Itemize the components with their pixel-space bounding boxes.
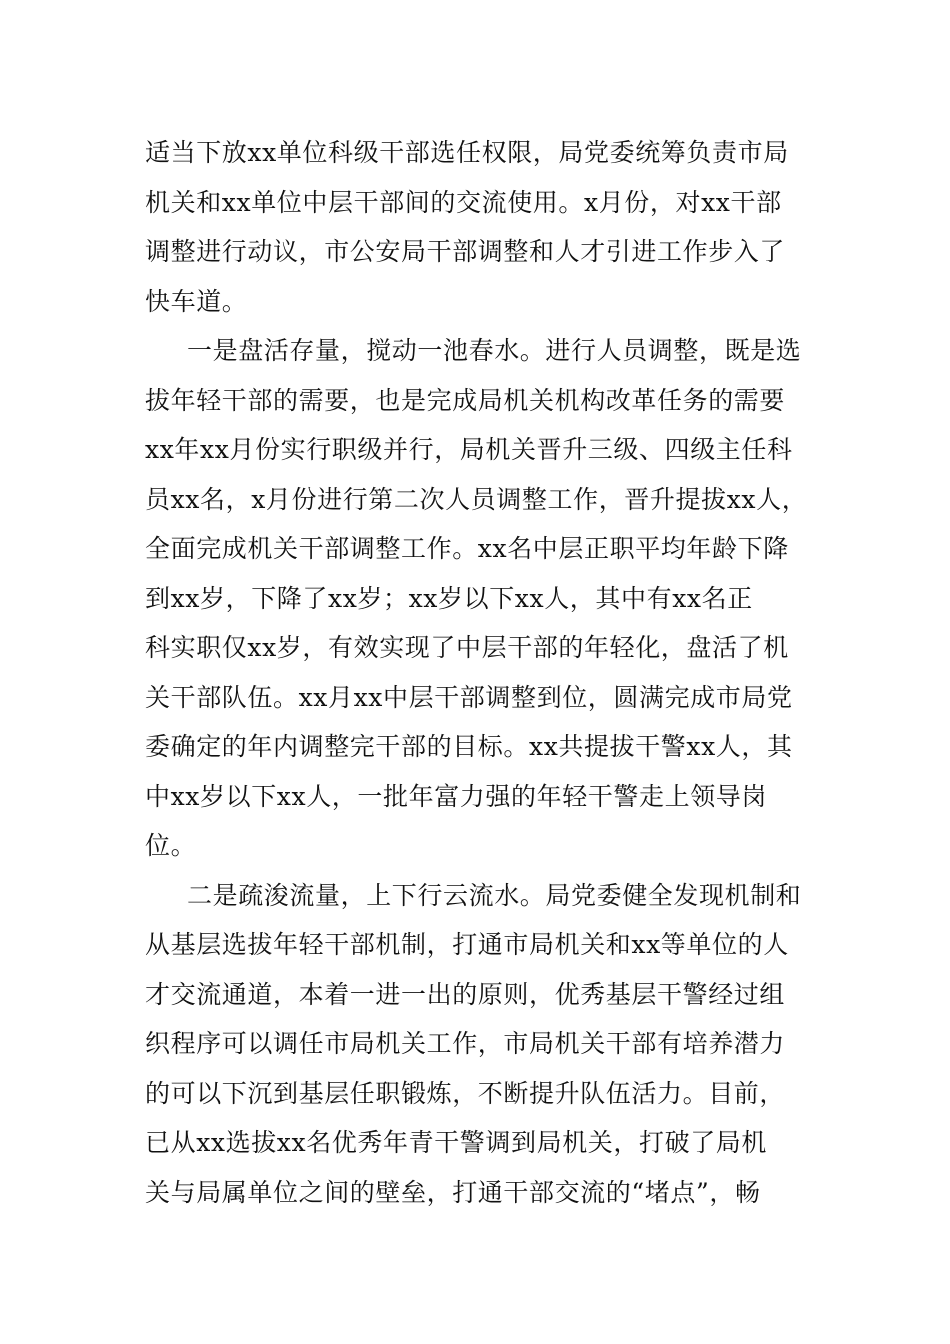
text-line: 到xx岁，下降了xx岁；xx岁以下xx人，其中有xx名正 <box>145 583 753 613</box>
text-line: 调整进行动议，市公安局干部调整和人才引进工作步入了 <box>145 237 786 266</box>
text-line: 织程序可以调任市局机关工作，市局机关干部有培养潜力 <box>145 1029 786 1058</box>
text-line: 员xx名，x月份进行第二次人员调整工作，晋升提拔xx人， <box>145 484 808 514</box>
paragraph-start-line: 一是盘活存量，搅动一池春水。进行人员调整，既是选 <box>187 336 802 365</box>
text-line: 全面完成机关干部调整工作。xx名中层正职平均年龄下降 <box>145 534 789 563</box>
text-line: 拔年轻干部的需要，也是完成局机关机构改革任务的需要 <box>145 385 786 415</box>
text-line: 机关和xx单位中层干部间的交流使用。x月份，对xx干部 <box>145 187 782 217</box>
text-line: 快车道。 <box>145 286 248 316</box>
text-line: 的可以下沉到基层任职锻炼，不断提升队伍活力。目前， <box>145 1078 786 1108</box>
text-line: 中xx岁以下xx人，一批年富力强的年轻干警走上领导岗 <box>145 781 767 811</box>
text-line: 适当下放xx单位科级干部选任权限，局党委统筹负责市局 <box>145 138 789 167</box>
text-line: 才交流通道，本着一进一出的原则，优秀基层干警经过组 <box>145 979 786 1009</box>
text-line: 已从xx选拔xx名优秀年青干警调到局机关，打破了局机 <box>145 1128 767 1157</box>
text-line: 委确定的年内调整完干部的目标。xx共提拔干警xx人，其 <box>145 732 793 761</box>
text-line: xx年xx月份实行职级并行，局机关晋升三级、四级主任科 <box>145 435 793 464</box>
text-line: 关干部队伍。xx月xx中层干部调整到位，圆满完成市局党 <box>145 682 793 712</box>
paragraph-start-line: 二是疏浚流量，上下行云流水。局党委健全发现机制和 <box>187 880 802 910</box>
text-line: 位。 <box>145 831 197 860</box>
body-text <box>145 128 815 1217</box>
text-line: 关与局属单位之间的壁垒，打通干部交流的“堵点”，畅 <box>145 1177 761 1207</box>
text-line: 从基层选拔年轻干部机制，打通市局机关和xx等单位的人 <box>145 930 789 959</box>
text-line: 科实职仅xx岁，有效实现了中层干部的年轻化，盘活了机 <box>145 633 789 662</box>
